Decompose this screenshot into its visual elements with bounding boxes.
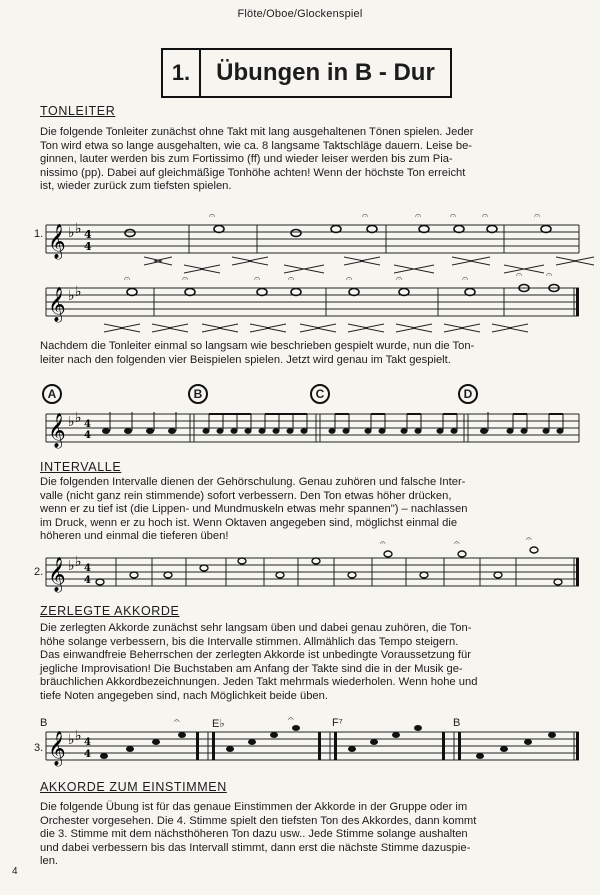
music-staff-scale-1: [34, 205, 582, 275]
svg-text:♭: ♭: [68, 558, 75, 574]
svg-text:𝄐: 𝄐: [362, 209, 369, 222]
text-line: Das einwandfreie Beherrschen der zerlegten Akkorde ist unbedingte Voraussetzung für: [40, 649, 471, 662]
text-line: jegliche Improvisation! Die Buchstaben am Anfang der Takte sind die in der Musik ge-: [40, 662, 463, 675]
exercise-number: 3.: [34, 742, 44, 754]
title-number: 1.: [163, 50, 201, 96]
text-line: nissimo (pp). Dabei auf gleichmäßige Tonhöhe achten! Wenn der höchste Ton erreicht: [40, 166, 466, 179]
svg-text:𝄐: 𝄐: [516, 268, 523, 281]
svg-text:𝄐: 𝄐: [124, 272, 131, 285]
paragraph-akkorde: [40, 622, 582, 704]
page-title: Übungen in B - Dur: [216, 59, 435, 86]
title-box: [161, 48, 452, 98]
example-marker-c: C: [310, 384, 330, 404]
svg-text:♭: ♭: [68, 288, 75, 304]
svg-text:𝄞: 𝄞: [48, 731, 66, 766]
chord-label-b2: B: [453, 717, 461, 729]
svg-text:𝄐: 𝄐: [462, 272, 469, 285]
svg-text:♭: ♭: [75, 554, 82, 570]
text-line: ginnen, lauter werden bis zum Fortissimo (ff) und wieder leiser werden bis zum Pia-: [40, 153, 453, 166]
paragraph-einstimmen: [40, 801, 582, 869]
text-line: höhe solange verbessern, bis die Intervalle stimmen. Allmählich das Tempo steigern.: [40, 635, 459, 648]
section-heading-einstimmen: AKKORDE ZUM EINSTIMMEN: [40, 780, 227, 794]
text-line: valle (nicht ganz rein stimmende) sofort verbessern. Den Ton etwas höher drücken,: [40, 489, 452, 502]
svg-text:𝄐: 𝄐: [182, 272, 189, 285]
svg-text:𝄐: 𝄐: [288, 714, 294, 725]
svg-text:𝄐: 𝄐: [396, 272, 403, 285]
svg-text:𝄐: 𝄐: [174, 716, 180, 727]
text-line: leiter nach den folgenden vier Beispielen spielen. Jetzt wird genau im Takt gespielt.: [40, 353, 451, 366]
svg-text:𝄐: 𝄐: [526, 534, 532, 545]
page-number: 4: [12, 866, 18, 877]
svg-text:♭: ♭: [75, 410, 82, 426]
svg-text:𝄐: 𝄐: [482, 209, 489, 222]
text-line: höheren und einmal die tieferen üben!: [40, 530, 229, 543]
svg-text:4: 4: [84, 575, 91, 586]
paragraph-tonleiter-after: [40, 340, 582, 367]
text-line: im Druck, wenn er zu hoch ist. Wenn Oktaven angegeben sind, möglichst einmal die: [40, 516, 458, 529]
svg-text:𝄞: 𝄞: [48, 557, 66, 592]
text-line: Die folgende Tonleiter zunächst ohne Takt mit lang ausgehaltenen Tönen spielen. Jeder: [40, 126, 474, 138]
chord-label-f7: F⁷: [332, 717, 343, 729]
text-line: Ton wird etwa so lange ausgehalten, wie ca. 8 langsame Taktschläge dauern. Leise be-: [40, 139, 473, 152]
svg-text:♭: ♭: [68, 414, 75, 430]
svg-text:𝄞: 𝄞: [48, 287, 66, 322]
text-line: Die zerlegten Akkorde zunächst sehr langsam üben und dabei genau zuhören, die Ton-: [40, 622, 472, 634]
svg-text:𝄐: 𝄐: [534, 209, 541, 222]
svg-text:𝄐: 𝄐: [546, 268, 553, 281]
svg-text:4: 4: [84, 749, 91, 760]
svg-text:4: 4: [84, 563, 91, 574]
paragraph-intervalle: [40, 476, 582, 544]
svg-text:♭: ♭: [75, 728, 82, 744]
svg-text:𝄞: 𝄞: [48, 224, 66, 259]
text-line: ist, wieder zurück zum tiefsten spielen.: [40, 180, 232, 193]
section-heading-intervalle: INTERVALLE: [40, 460, 122, 474]
svg-text:♭: ♭: [68, 225, 75, 241]
section-heading-akkorde: ZERLEGTE AKKORDE: [40, 604, 180, 618]
svg-text:𝄐: 𝄐: [254, 272, 261, 285]
text-line: Die folgende Übung ist für das genaue Einstimmen der Akkorde in der Gruppe oder im: [40, 801, 468, 813]
chord-label-es: E♭: [212, 718, 225, 730]
music-staff-scale-2: [34, 268, 582, 338]
svg-text:♭: ♭: [75, 284, 82, 300]
svg-text:𝄐: 𝄐: [288, 272, 295, 285]
svg-text:𝄞: 𝄞: [48, 413, 66, 448]
music-staff-examples: [34, 404, 582, 452]
svg-text:♭: ♭: [75, 221, 82, 237]
text-line: und dabei verbessern bis das Intervall stimmt, dann erst die nächste Stimme dazuspie-: [40, 841, 471, 854]
svg-text:𝄐: 𝄐: [346, 272, 353, 285]
svg-text:𝄐: 𝄐: [454, 538, 460, 549]
svg-text:𝄐: 𝄐: [415, 209, 422, 222]
text-line: wenn er zu tief ist (die Lippen- und Mundmuskeln etwas mehr spannen") – nachlassen: [40, 503, 468, 516]
svg-text:4: 4: [84, 228, 92, 241]
svg-text:𝄐: 𝄐: [450, 209, 457, 222]
svg-text:4: 4: [84, 737, 91, 748]
text-line: Orchester vorgesehen. Die 4. Stimme spielt den tiefsten Ton des Akkordes, dann kommt: [40, 814, 477, 827]
svg-text:𝄐: 𝄐: [209, 209, 216, 222]
text-line: Die folgenden Intervalle dienen der Gehörschulung. Genau zuhören und falsche Inter-: [40, 476, 466, 488]
text-line: len.: [40, 855, 59, 868]
paragraph-tonleiter: [40, 126, 582, 194]
page-header: Flöte/Oboe/Glockenspiel: [237, 8, 363, 20]
svg-text:4: 4: [84, 240, 92, 253]
exercise-number: 1.: [34, 228, 44, 240]
svg-text:𝄐: 𝄐: [380, 538, 386, 549]
example-marker-d: D: [458, 384, 478, 404]
section-heading-tonleiter: TONLEITER: [40, 104, 116, 118]
chord-label-b: B: [40, 717, 48, 729]
svg-text:4: 4: [84, 430, 91, 441]
text-line: bräuchlichen Akkordbezeichnungen. Jeden Takt mehrmals wiederholen. Wenn hohe und: [40, 676, 478, 689]
text-line: tiefe Noten angegeben sind, nach Möglichkeit beide üben.: [40, 689, 328, 702]
text-line: die 3. Stimme mit dem nächsthöheren Ton dazu usw.. Jede Stimme solange aushalten: [40, 828, 468, 841]
svg-text:4: 4: [84, 419, 91, 430]
exercise-number: 2.: [34, 566, 44, 578]
example-marker-a: A: [42, 384, 62, 404]
svg-text:♭: ♭: [68, 732, 75, 748]
text-line: Nachdem die Tonleiter einmal so langsam wie beschrieben gespielt wurde, nun die Ton-: [40, 340, 475, 352]
example-marker-b: B: [188, 384, 208, 404]
